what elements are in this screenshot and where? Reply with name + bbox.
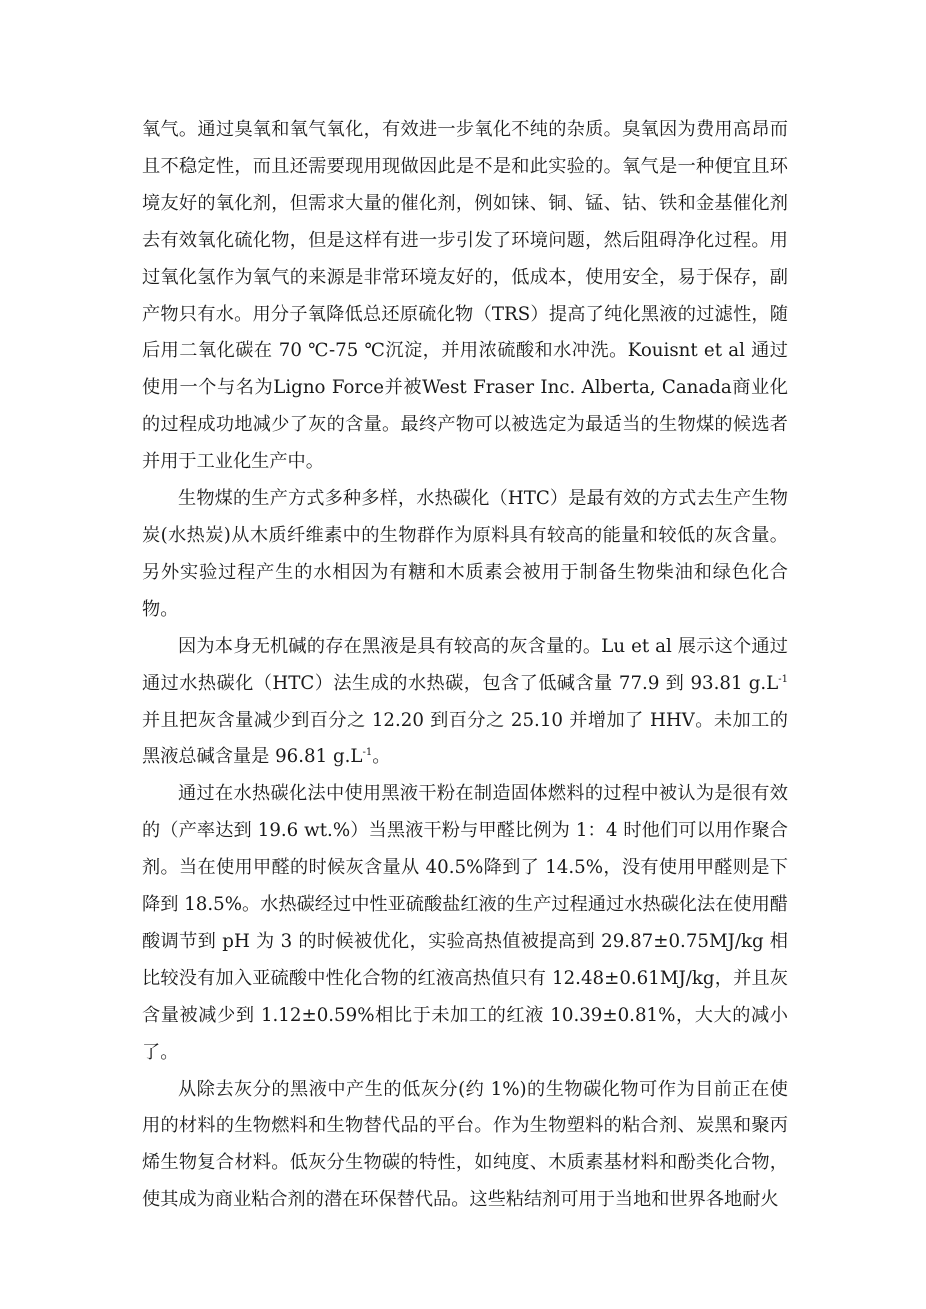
paragraph-low-ash-biochar (142, 1072, 788, 1220)
paragraph-text: 。 (372, 746, 391, 768)
paragraph-text: 生物煤的生产方式多种多样，水热碳化（HTC）是最有效的方式去生产生物炭(水热炭)从木质纤维素中的生物群作为原料具有较高的能量和较低的灰含量。另外实验过程产生的水相因为有糖和木质素会被用于制备生物柴油和绿色化合物。 (142, 488, 788, 620)
paragraph-formaldehyde (142, 776, 788, 1071)
superscript-unit: -1 (778, 673, 788, 685)
paragraph-htc-intro (142, 481, 788, 629)
paragraph-oxidation (142, 112, 788, 481)
paragraph-text: 通过在水热碳化法中使用黑液干粉在制造固体燃料的过程中被认为是很有效的（产率达到 19.6 wt.%）当黑液干粉与甲醛比例为 1：4 时他们可以用作聚合剂。当在使用甲醛的时候灰含量从 40.5%降到了 14.5%，没有使用甲醛则是下降到 18.5%。水热碳经过中性亚硫酸盐红液的生产过程通过水热碳化法在使用醋酸调节到 pH 为 3 的时候被优化，实验高热值被提高到 29.87±0.75MJ/kg 相比较没有加入亚硫酸中性化合物的红液高热值只有 12.48±0.61MJ/kg，并且灰含量被减少到 1.12±0.59%相比于未加工的红液 10.39±0.81%，大大的减小了。 (142, 783, 788, 1063)
document-page (142, 112, 788, 1219)
paragraph-text: 并且把灰含量减少到百分之 12.20 到百分之 25.10 并增加了 HHV。未加工的黑液总碱含量是 96.81 g.L (142, 709, 788, 768)
paragraph-text: 氧气。通过臭氧和氧气氧化，有效进一步氧化不纯的杂质。臭氧因为费用高昂而且不稳定性，而且还需要现用现做因此是不是和此实验的。氧气是一种便宜且环境友好的氧化剂，但需求大量的催化剂，例如铼、铜、锰、钴、铁和金基催化剂去有效氧化硫化物，但是这样有进一步引发了环境问题，然后阻碍净化过程。用过氧化氢作为氧气的来源是非常环境友好的，低成本，使用安全，易于保存，副产物只有水。用分子氧降低总还原硫化物（TRS）提高了纯化黑液的过滤性，随后用二氧化碳在 70 ℃-75 ℃沉淀，并用浓硫酸和水冲洗。Kouisnt et al 通过使用一个与名为Ligno Force并被West Fraser Inc. Alberta, Canada商业化的过程成功地减少了灰的含量。最终产物可以被选定为最适当的生物煤的候选者并用于工业化生产中。 (142, 119, 788, 473)
paragraph-text: 从除去灰分的黑液中产生的低灰分(约 1%)的生物碳化物可作为目前正在使用的材料的生物燃料和生物替代品的平台。作为生物塑料的粘合剂、炭黑和聚丙烯生物复合材料。低灰分生物碳的特性，如纯度、木质素基材料和酚类化合物，使其成为商业粘合剂的潜在环保替代品。这些粘结剂可用于当地和世界各地耐火 (142, 1078, 788, 1211)
paragraph-lu-et-al (142, 629, 788, 777)
paragraph-text: 因为本身无机碱的存在黑液是具有较高的灰含量的。Lu et al 展示这个通过通过水热碳化（HTC）法生成的水热碳，包含了低碱含量 77.9 到 93.81 g.L (142, 635, 788, 694)
superscript-unit: -1 (362, 747, 373, 759)
